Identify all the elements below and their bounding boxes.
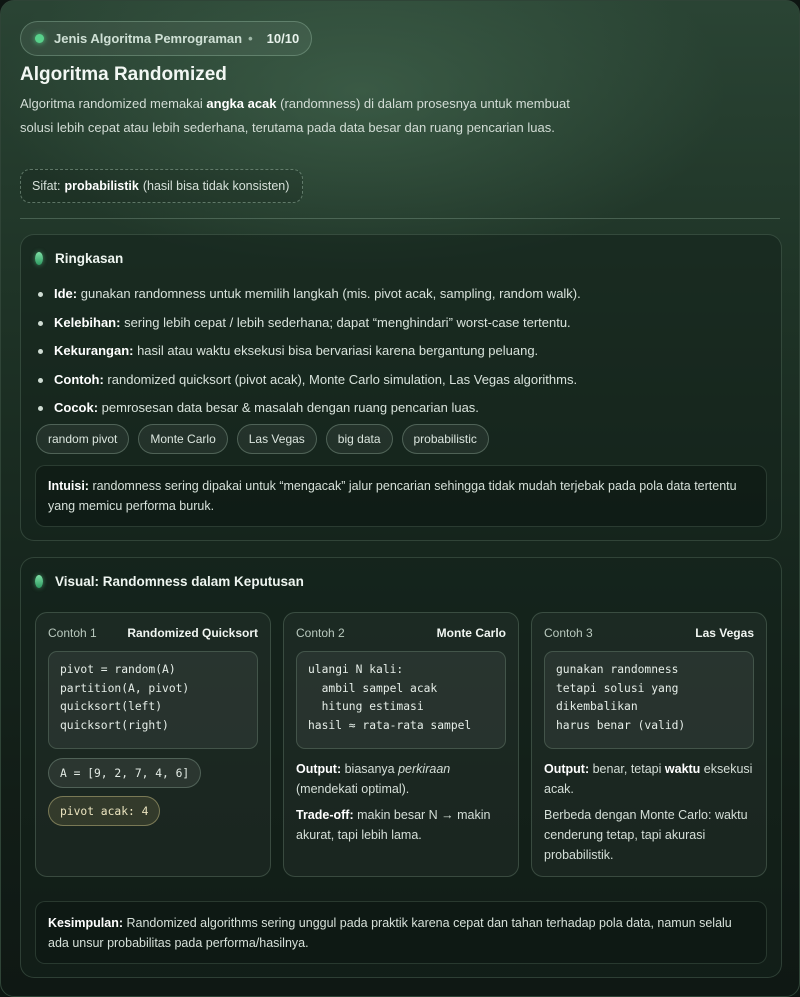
tag-las-vegas: Las Vegas [237,424,317,454]
intuisi-label: Intuisi: [48,479,89,493]
divider [20,218,780,219]
sifat-box [20,169,303,203]
example-label: Contoh 1 [48,626,97,640]
kesimpulan-note [35,901,767,964]
summary-list [37,280,767,423]
list-item [37,337,767,366]
output-pre: benar, tetapi [589,762,665,776]
output-post: (mendekati optimal). [296,782,410,796]
output-text [544,759,758,799]
item-text: sering lebih cepat / lebih sederhana; dapat “menghindari” worst-case tertentu. [120,314,571,330]
leaf-icon [35,252,43,265]
code-block: ulangi N kali: ambil sampel acak hitung estimasi hasil ≈ rata-rata sampel [296,651,506,749]
comparison-text: Berbeda dengan Monte Carlo: waktu cenderung tetap, tapi akurasi probabilistik. [544,808,748,862]
list-item [37,366,767,395]
visual-title: Visual: Randomness dalam Keputusan [55,574,304,589]
page-title: Algoritma Randomized [20,64,227,85]
leaf-icon [35,575,43,588]
sifat-value: probabilistik [64,179,139,193]
pill-separator: • [248,31,253,46]
item-text: hasil atau waktu eksekusi bisa bervariasi karena bergantung peluang. [133,343,539,358]
example-label: Contoh 2 [296,626,345,640]
code-block: gunakan randomness tetapi solusi yang dikembalikan harus benar (valid) [544,651,754,749]
intro-bold: angka acak [206,96,277,111]
summary-title: Ringkasan [55,251,124,266]
output-text [296,759,510,799]
tradeoff-body: makin besar N → makin akurat, tapi lebih lama. [296,808,491,842]
output-label: Output: [296,762,342,776]
intuisi-text: randomness sering dipakai untuk “mengacak” jalur pencarian sehingga tidak mudah terjebak pada pola data tertentu yang memicu performa buruk. [48,479,737,513]
item-label: Ide: [54,286,78,301]
tradeoff-label: Trade-off: [296,808,354,822]
kesimpulan-label: Kesimpulan: [48,916,124,930]
tradeoff-text [296,805,510,845]
output-bold: waktu [664,762,701,776]
example-card-quicksort [35,612,271,877]
example-label: Contoh 3 [544,626,593,640]
list-item [37,309,767,338]
item-label: Kekurangan: [54,343,134,358]
example-name: Monte Carlo [436,626,506,640]
category-label: Jenis Algoritma Pemrograman [54,31,243,46]
tag-list [36,424,489,454]
example-header [48,626,258,640]
visual-section [20,557,782,978]
example-header [544,626,754,640]
sifat-label: Sifat: [32,179,61,193]
page-count: 10/10 [266,31,300,46]
category-pill [20,21,312,56]
example-header [296,626,506,640]
item-text: randomized quicksort (pivot acak), Monte Carlo simulation, Las Vegas algorithms. [103,371,578,387]
status-dot-icon [35,34,44,43]
tag-random-pivot: random pivot [36,424,129,454]
output-post: eksekusi acak. [544,762,753,796]
tag-probabilistic: probabilistic [402,424,489,454]
output-label: Output: [544,762,590,776]
example-card-las-vegas [531,612,767,877]
tag-big-data: big data [326,424,393,454]
kesimpulan-text: Randomized algorithms sering unggul pada praktik karena cepat dan tahan terhadap pola data, namun selalu ada unsur probabilitas pada performa/hasilnya. [48,916,732,950]
visual-heading [35,574,304,589]
list-item [37,394,767,423]
example-name: Randomized Quicksort [127,626,258,640]
item-text: pemrosesan data besar & masalah dengan ruang pencarian luas. [98,400,479,415]
intuisi-note [35,465,767,527]
pivot-chip: pivot acak: 4 [48,796,160,826]
item-text: gunakan randomness untuk memilih langkah (mis. pivot acak, sampling, random walk). [77,286,581,301]
intro-text-end: (randomness) di dalam prosesnya untuk membuat solusi lebih cepat atau lebih sederhana, terutama pada data besar dan ruang pencarian luas. [20,96,570,135]
list-item [37,280,767,309]
intro-text-start: Algoritma randomized memakai [20,96,207,111]
item-label: Cocok: [54,400,99,415]
sifat-note: (hasil bisa tidak konsisten) [142,179,290,193]
output-pre: biasanya [341,762,399,776]
item-label: Contoh: [54,371,104,387]
output-italic: perkiraan [398,762,451,776]
intro-paragraph [20,92,570,140]
array-chip: A = [9, 2, 7, 4, 6] [48,758,201,788]
item-label: Kelebihan: [54,314,121,330]
summary-section [20,234,782,541]
code-block: pivot = random(A) partition(A, pivot) quicksort(left) quicksort(right) [48,651,258,749]
tag-monte-carlo: Monte Carlo [138,424,227,454]
example-name: Las Vegas [695,626,754,640]
summary-heading [35,251,123,266]
example-card-monte-carlo [283,612,519,877]
